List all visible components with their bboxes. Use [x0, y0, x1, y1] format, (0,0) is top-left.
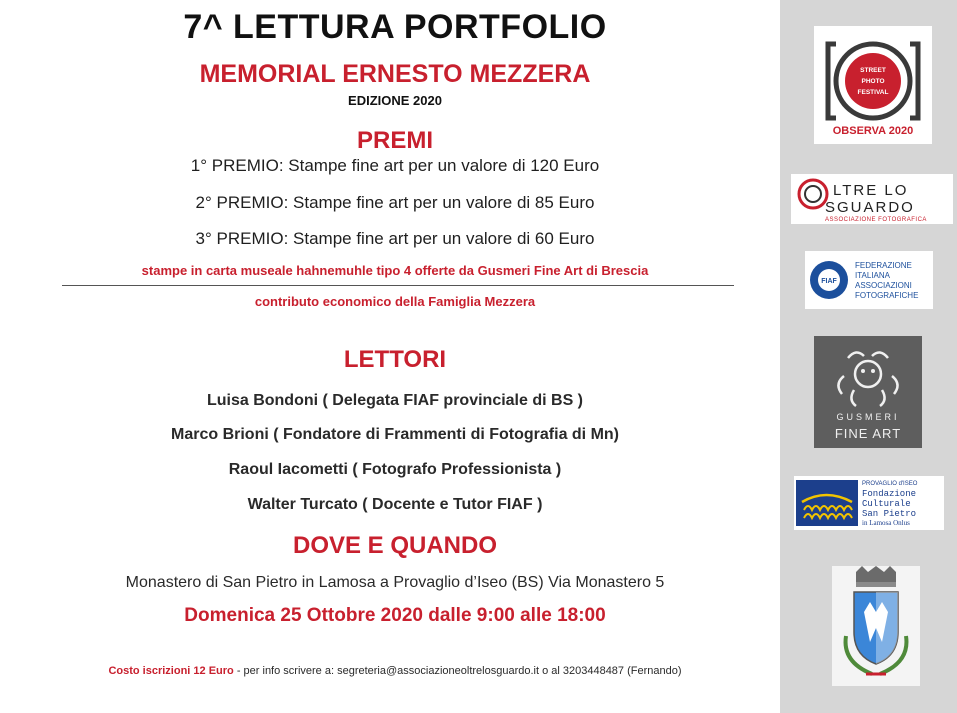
observa-caption: OBSERVA 2020	[832, 125, 914, 137]
fiaf-line1: FEDERAZIONE	[855, 261, 912, 270]
fondazione-arches-icon	[796, 480, 858, 526]
observa-line1: STREET	[860, 67, 886, 74]
footer-contact: - per info scrivere a: segreteria@associazioneoltrelosguardo.it o al 3203448487 (Fernando)	[233, 665, 682, 677]
where-when-heading: DOVE E QUANDO	[292, 532, 498, 559]
prints-note: stampe in carta museale hahnemuhle tipo 4 offerte da Gusmeri Fine Art di Brescia	[141, 263, 649, 278]
gusmeri-medusa-icon	[838, 352, 897, 406]
readers-heading: LETTORI	[343, 346, 447, 373]
footer-info	[0, 665, 790, 677]
prize-first: 1° PREMIO: Stampe fine art per un valore di 120 Euro	[190, 156, 600, 175]
fiaf-badge: FIAF	[821, 278, 837, 285]
sponsor-sidebar	[780, 0, 957, 713]
prizes-heading: PREMI	[356, 127, 433, 154]
poster-title: 7^ LETTURA PORTFOLIO	[183, 8, 607, 46]
fiaf-logo	[805, 251, 933, 309]
prize-third: 3° PREMIO: Stampe fine art per un valore di 60 Euro	[195, 229, 595, 248]
divider	[62, 285, 734, 286]
memorial-subtitle: MEMORIAL ERNESTO MEZZERA	[199, 60, 591, 88]
observa-logo	[814, 26, 932, 144]
oltre-line3: ASSOCIAZIONE FOTOGRAFICA	[825, 217, 927, 223]
reader-item: Walter Turcato ( Docente e Tutor FIAF )	[247, 496, 543, 513]
fondazione-logo	[794, 476, 944, 530]
fiaf-line3: ASSOCIAZIONI	[855, 281, 912, 290]
observa-line2: PHOTO	[861, 78, 885, 85]
fondazione-line1: Fondazione	[862, 489, 917, 499]
venue-address: Monastero di San Pietro in Lamosa a Provaglio d’Iseo (BS) Via Monastero 5	[125, 574, 665, 591]
footer-cost: Costo iscrizioni 12 Euro	[108, 665, 234, 677]
observa-camera-icon	[814, 26, 932, 144]
coat-of-arms	[832, 566, 920, 686]
reader-item: Marco Brioni ( Fondatore di Frammenti di Fotografia di Mn)	[171, 426, 619, 443]
contribution-note: contributo economico della Famiglia Mezzera	[254, 294, 536, 309]
gusmeri-line2: FINE ART	[834, 426, 902, 441]
gusmeri-line1: GUSMERI	[836, 412, 900, 422]
fiaf-line4: FOTOGRAFICHE	[855, 291, 919, 300]
oltre-line2: SGUARDO	[825, 199, 915, 216]
fondazione-top: PROVAGLIO d'ISEO	[862, 481, 918, 487]
edition-label: EDIZIONE 2020	[348, 93, 442, 108]
oltre-line1: LTRE LO	[833, 182, 909, 199]
oltre-ring-icon	[799, 180, 827, 208]
observa-line3: FESTIVAL	[857, 89, 889, 96]
fiaf-line2: ITALIANA	[855, 271, 890, 280]
coat-of-arms-icon	[832, 566, 920, 686]
fondazione-line4: in Lamosa Onlus	[862, 519, 910, 527]
gusmeri-logo	[814, 336, 922, 448]
fondazione-line2: Culturale	[862, 499, 911, 509]
fondazione-line3: San Pietro	[862, 509, 917, 519]
prize-second: 2° PREMIO: Stampe fine art per un valore di 85 Euro	[195, 193, 595, 212]
oltre-lo-sguardo-logo	[791, 174, 953, 224]
reader-item: Raoul Iacometti ( Fotografo Professionista )	[228, 461, 562, 478]
reader-item: Luisa Bondoni ( Delegata FIAF provinciale di BS )	[206, 392, 584, 409]
event-date: Domenica 25 Ottobre 2020 dalle 9:00 alle 18:00	[184, 605, 606, 626]
